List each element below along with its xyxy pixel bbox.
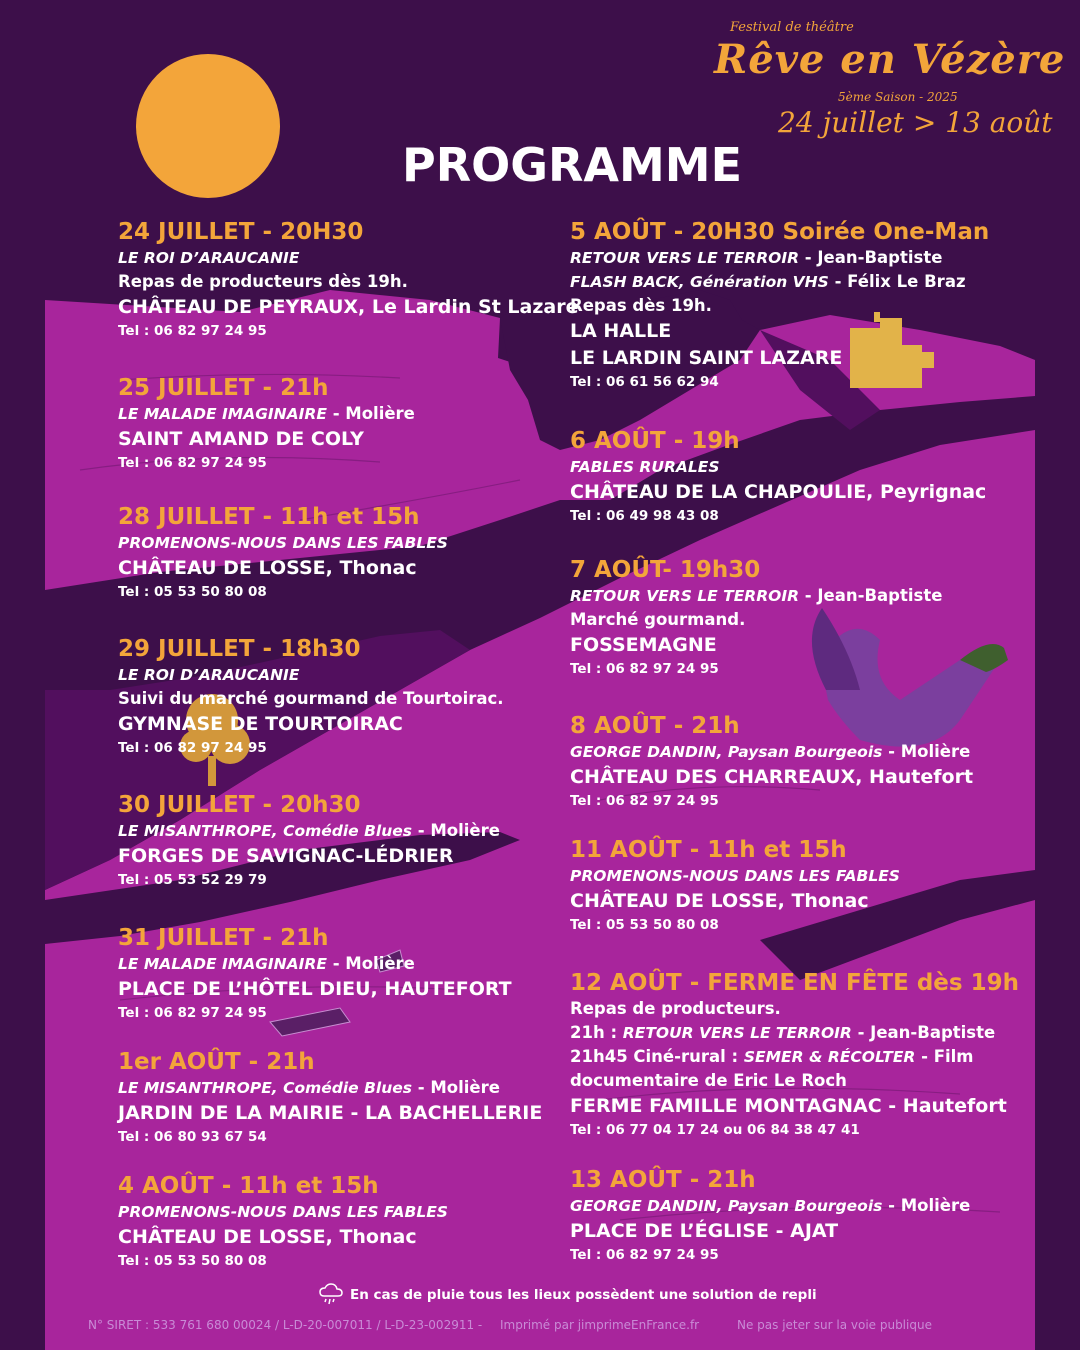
event-date: 4 AOÛT - 11h et 15h: [118, 1173, 379, 1199]
festival-dates: 24 juillet > 13 août: [778, 106, 1053, 139]
event-detail-text: - Félix Le Braz: [828, 272, 966, 291]
event-detail-text: - Molière: [882, 742, 971, 761]
event-block: [118, 924, 568, 1023]
event-phone: Tel : 06 82 97 24 95: [118, 740, 267, 756]
event-venue: LA HALLE: [570, 320, 672, 342]
event-block: [570, 969, 1040, 1140]
event-block: [570, 712, 1040, 811]
event-block: [570, 427, 1040, 526]
event-block: [118, 503, 568, 602]
event-block: [570, 1166, 1040, 1265]
event-date: 30 JUILLET - 20h30: [118, 792, 361, 818]
event-detail-line: [118, 1200, 568, 1224]
event-detail-line: [570, 1021, 1040, 1045]
event-date: 25 JUILLET - 21h: [118, 375, 329, 401]
event-detail-line: [570, 584, 1040, 608]
footer-siret: N° SIRET : 533 761 680 00024 / L-D-20-007011 / L-D-23-002911 -: [88, 1318, 483, 1332]
event-block: [118, 218, 579, 341]
event-detail-line: [570, 1194, 1040, 1218]
event-date: 7 AOÛT- 19h30: [570, 557, 761, 583]
event-detail-line: [570, 864, 1040, 888]
rain-note-text: En cas de pluie tous les lieux possèdent une solution de repli: [350, 1287, 817, 1303]
event-venue: CHÂTEAU DE LOSSE, Thonac: [118, 1226, 417, 1248]
event-detail-text: - Molière: [326, 404, 415, 423]
event-show-title: LE MALADE IMAGINAIRE: [118, 405, 327, 423]
event-venue: CHÂTEAU DES CHARREAUX, Hautefort: [570, 766, 974, 788]
event-time-prefix: 21h45 Ciné-rural :: [570, 1047, 744, 1066]
event-phone: Tel : 05 53 50 80 08: [570, 917, 719, 933]
event-block: [570, 218, 1040, 392]
event-show-title: PROMENONS-NOUS DANS LES FABLES: [118, 534, 448, 552]
event-date: 8 AOÛT - 21h: [570, 713, 740, 739]
event-date: 28 JUILLET - 11h et 15h: [118, 504, 420, 530]
rain-cloud-icon: [318, 1282, 344, 1308]
event-detail-line: [570, 270, 1040, 294]
event-detail-line: [118, 402, 568, 426]
event-venue: SAINT AMAND DE COLY: [118, 428, 364, 450]
event-phone: Tel : 06 82 97 24 95: [118, 323, 267, 339]
event-show-title: RETOUR VERS LE TERROIR: [570, 587, 800, 605]
event-detail-line: [570, 608, 1040, 632]
event-block: [118, 1172, 568, 1271]
event-show-title: LE ROI D’ARAUCANIE: [118, 666, 300, 684]
event-block: [570, 556, 1040, 679]
event-date: 1er AOÛT - 21h: [118, 1049, 315, 1075]
event-phone: Tel : 05 53 50 80 08: [118, 584, 267, 600]
event-show-title: GEORGE DANDIN, Paysan Bourgeois: [570, 1197, 883, 1215]
event-phone: Tel : 06 82 97 24 95: [118, 1005, 267, 1021]
event-detail-line: [118, 952, 568, 976]
event-phone: Tel : 05 53 52 29 79: [118, 872, 267, 888]
footer-notice: Ne pas jeter sur la voie publique: [737, 1318, 932, 1332]
event-phone: Tel : 06 82 97 24 95: [118, 455, 267, 471]
event-detail-text: - Jean-Baptiste: [851, 1023, 996, 1042]
festival-name: Rêve en Vézère: [714, 36, 1066, 83]
event-time-prefix: 21h :: [570, 1023, 623, 1042]
event-detail-line: [570, 740, 1040, 764]
event-show-title: LE ROI D’ARAUCANIE: [118, 249, 300, 267]
event-show-title: LE MISANTHROPE, Comédie Blues: [118, 822, 412, 840]
event-venue: CHÂTEAU DE LOSSE, Thonac: [570, 890, 869, 912]
event-block: [570, 836, 1040, 935]
event-venue: CHÂTEAU DE LA CHAPOULIE, Peyrignac: [570, 481, 987, 503]
event-detail-text: - Molière: [411, 821, 500, 840]
festival-label: Festival de théâtre: [730, 20, 854, 35]
event-detail-text: Repas de producteurs.: [570, 999, 781, 1018]
event-detail-line: [570, 455, 1040, 479]
event-venue: FERME FAMILLE MONTAGNAC - Hautefort: [570, 1095, 1007, 1117]
event-show-title: PROMENONS-NOUS DANS LES FABLES: [118, 1203, 448, 1221]
event-detail-line: [118, 663, 568, 687]
event-detail-text: Repas dès 19h.: [570, 296, 712, 315]
event-venue: CHÂTEAU DE PEYRAUX, Le Lardin St Lazare: [118, 296, 579, 318]
event-date: 11 AOÛT - 11h et 15h: [570, 837, 847, 863]
event-venue: FORGES DE SAVIGNAC-LÉDRIER: [118, 845, 454, 867]
event-detail-line: [570, 1069, 1040, 1093]
event-venue: JARDIN DE LA MAIRIE - LA BACHELLERIE: [118, 1102, 543, 1124]
event-detail-line: [118, 270, 568, 294]
event-show-title: RETOUR VERS LE TERROIR: [570, 249, 800, 267]
event-phone: Tel : 06 82 97 24 95: [570, 661, 719, 677]
event-date: 6 AOÛT - 19h: [570, 428, 740, 454]
event-block: [118, 374, 568, 473]
event-date: 12 AOÛT - FERME EN FÊTE dès 19h: [570, 970, 1019, 996]
event-venue: PLACE DE L’ÉGLISE - AJAT: [570, 1220, 839, 1242]
event-phone: Tel : 06 82 97 24 95: [570, 793, 719, 809]
event-block: [118, 635, 568, 758]
event-detail-text: - Film: [915, 1047, 974, 1066]
event-show-title: FLASH BACK, Génération VHS: [570, 273, 829, 291]
event-show-title: RETOUR VERS LE TERROIR: [622, 1024, 852, 1042]
event-show-title: PROMENONS-NOUS DANS LES FABLES: [570, 867, 900, 885]
event-detail-text: Repas de producteurs dès 19h.: [118, 272, 408, 291]
event-detail-text: Marché gourmand.: [570, 610, 746, 629]
event-phone: Tel : 05 53 50 80 08: [118, 1253, 267, 1269]
event-detail-line: [118, 819, 568, 843]
event-detail-line: [570, 246, 1040, 270]
event-detail-text: - Molière: [882, 1196, 971, 1215]
rain-note: [318, 1282, 817, 1308]
event-phone: Tel : 06 61 56 62 94: [570, 374, 719, 390]
page-title: PROGRAMME: [402, 138, 742, 192]
event-detail-line: [570, 1045, 1040, 1069]
event-show-title: SEMER & RÉCOLTER: [743, 1048, 916, 1066]
event-show-title: LE MISANTHROPE, Comédie Blues: [118, 1079, 412, 1097]
event-date: 29 JUILLET - 18h30: [118, 636, 361, 662]
event-detail-line: [570, 997, 1040, 1021]
event-detail-text: - Molière: [326, 954, 415, 973]
event-show-title: LE MALADE IMAGINAIRE: [118, 955, 327, 973]
event-detail-line: [118, 687, 568, 711]
event-block: [118, 791, 568, 890]
footer-printer: Imprimé par jimprimeEnFrance.fr: [500, 1318, 700, 1332]
event-date: 5 AOÛT - 20H30 Soirée One-Man: [570, 219, 990, 245]
event-detail-line: [118, 246, 568, 270]
event-venue: FOSSEMAGNE: [570, 634, 717, 656]
event-date: 31 JUILLET - 21h: [118, 925, 329, 951]
event-detail-text: - Jean-Baptiste: [799, 586, 943, 605]
event-detail-text: - Molière: [411, 1078, 500, 1097]
event-detail-text: - Jean-Baptiste: [799, 248, 943, 267]
festival-season: 5ème Saison - 2025: [838, 90, 958, 104]
event-phone: Tel : 06 80 93 67 54: [118, 1129, 267, 1145]
event-detail-line: [570, 294, 1040, 318]
event-date: 24 JUILLET - 20H30: [118, 219, 364, 245]
event-venue: CHÂTEAU DE LOSSE, Thonac: [118, 557, 417, 579]
event-venue-town: LE LARDIN SAINT LAZARE: [570, 347, 843, 369]
event-detail-line: [118, 531, 568, 555]
event-detail-text: documentaire de Eric Le Roch: [570, 1071, 847, 1090]
event-date: 13 AOÛT - 21h: [570, 1167, 756, 1193]
event-show-title: FABLES RURALES: [570, 458, 720, 476]
event-detail-line: [118, 1076, 568, 1100]
event-show-title: GEORGE DANDIN, Paysan Bourgeois: [570, 743, 883, 761]
event-block: [118, 1048, 568, 1147]
event-phone: Tel : 06 82 97 24 95: [570, 1247, 719, 1263]
event-venue: GYMNASE DE TOURTOIRAC: [118, 713, 403, 735]
event-venue: PLACE DE L’HÔTEL DIEU, HAUTEFORT: [118, 978, 512, 1000]
event-phone: Tel : 06 49 98 43 08: [570, 508, 719, 524]
event-detail-text: Suivi du marché gourmand de Tourtoirac.: [118, 689, 504, 708]
event-phone: Tel : 06 77 04 17 24 ou 06 84 38 47 41: [570, 1122, 860, 1138]
